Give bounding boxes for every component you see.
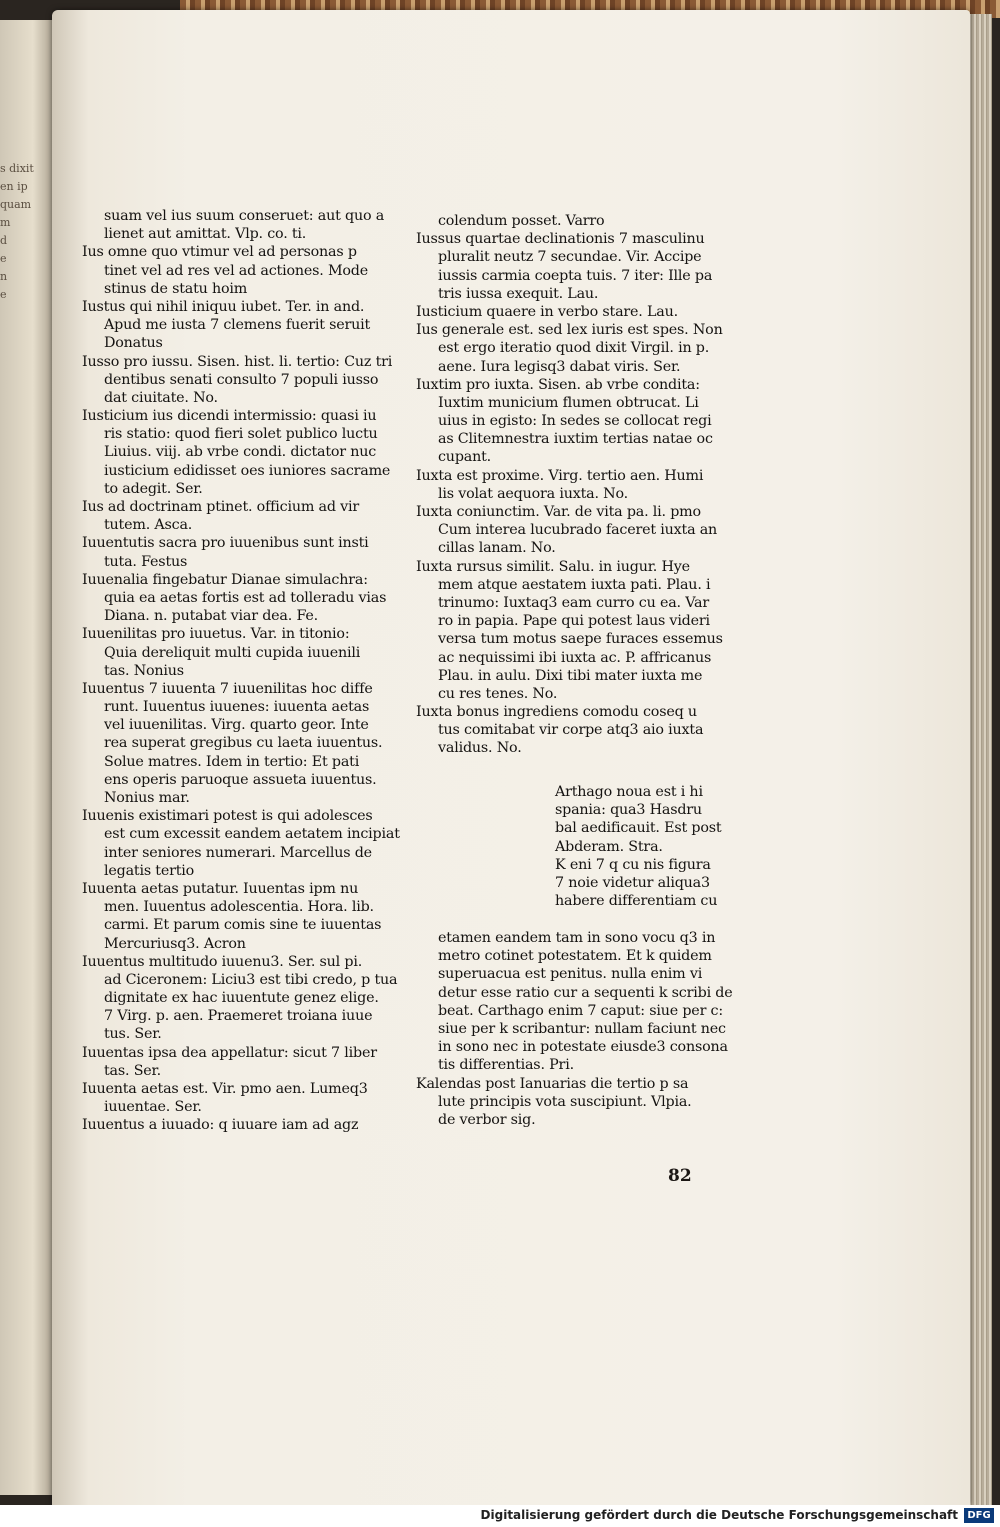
text-line: suam vel ius suum conseruet: aut quo a — [104, 208, 385, 224]
text-line: Ius generale est. sed lex iuris est spes. Non — [416, 322, 723, 339]
text-line: superuacua est penitus. nulla enim vi — [438, 966, 703, 983]
text-line: cupant. — [438, 449, 491, 466]
text-line: bal aedificauit. Est post — [555, 820, 722, 837]
text-line: Iuxta rursus similit. Salu. in iugur. Hye — [416, 558, 690, 575]
text-line: Iuuenalia fingebatur Dianae simulachra: — [82, 571, 368, 588]
text-line: Diana. n. putabat viar dea. Fe. — [104, 608, 318, 625]
text-line: 7 Virg. p. aen. Praemeret troiana iuue — [104, 1008, 373, 1025]
text-line: de verbor sig. — [438, 1111, 536, 1128]
text-line: Abderam. Stra. — [555, 838, 663, 855]
text-line: est ergo iteratio quod dixit Virgil. in p. — [438, 340, 710, 357]
text-line: carmi. Et parum comis sine te iuuentas — [104, 917, 382, 934]
text-line: dat ciuitate. No. — [104, 389, 218, 406]
text-line: lienet aut amittat. Vlp. co. ti. — [104, 226, 307, 243]
text-line: runt. Iuuentus iuuenes: iuuenta aetas — [104, 699, 370, 716]
text-line: K eni 7 q cu nis figura — [555, 856, 711, 873]
text-line: Arthago noua est i hi — [555, 784, 703, 800]
text-line: ens operis paruoque assueta iuuentus. — [104, 771, 377, 788]
text-line: tutem. Asca. — [104, 517, 193, 534]
text-line: Iuuenis existimari potest is qui adolesces — [82, 808, 373, 825]
text-line: ac nequissimi ibi iuxta ac. P. affricanus — [438, 649, 712, 666]
text-line: in sono nec in potestate eiusde3 consona — [438, 1039, 728, 1056]
text-line: inter seniores numerari. Marcellus de — [104, 844, 372, 861]
text-line: etamen eandem tam in sono vocu q3 in — [438, 930, 716, 946]
text-line: detur esse ratio cur a sequenti k scribi de — [438, 984, 733, 1001]
text-line: est cum excessit eandem aetatem incipiat — [104, 826, 400, 843]
text-line: Iusso pro iussu. Sisen. hist. li. tertio: Cuz tri — [82, 353, 393, 370]
text-line: Iuuentus 7 iuuenta 7 iuuenilitas hoc diffe — [82, 680, 373, 697]
right-text-column — [416, 212, 736, 758]
text-line: quia ea aetas fortis est ad tolleradu vias — [104, 589, 387, 606]
text-line: Mercuriusq3. Acron — [104, 935, 246, 952]
facing-page-fragment: s dixit en ip quam m d e n e — [0, 162, 34, 301]
text-line: iuuentae. Ser. — [104, 1099, 202, 1116]
text-line: Iusticium quaere in verbo stare. Lau. — [416, 303, 678, 320]
text-line: Iustus qui nihil iniquu iubet. Ter. in and. — [82, 298, 365, 315]
text-line: Ius omne quo vtimur vel ad personas p — [82, 244, 357, 261]
text-line: siue per k scribantur: nullam faciunt nec — [438, 1020, 726, 1037]
text-line: Iuuenta aetas putatur. Iuuentas ipm nu — [82, 880, 359, 897]
text-line: Iuxta coniunctim. Var. de vita pa. li. pmo — [416, 504, 701, 520]
carthago-entry-continuation — [416, 929, 736, 1129]
text-line: Ius ad doctrinam ptinet. officium ad vir — [82, 499, 360, 515]
text-line: Iuxta est proxime. Virg. tertio aen. Humi — [416, 467, 704, 484]
carthago-entry-narrow — [555, 783, 755, 910]
text-line: Apud me iusta 7 clemens fuerit seruit — [104, 317, 371, 334]
text-line: cu res tenes. No. — [438, 685, 558, 702]
text-line: tuta. Festus — [104, 553, 188, 570]
text-line: tus. Ser. — [104, 1026, 162, 1043]
text-line: ad Ciceronem: Liciu3 est tibi credo, p tua — [104, 971, 398, 988]
text-line: Kalendas post Ianuarias die tertio p sa — [416, 1075, 689, 1092]
text-line: lis volat aequora iuxta. No. — [438, 485, 628, 502]
text-line: Quia dereliquit multi cupida iuuenili — [104, 644, 361, 661]
text-line: as Clitemnestra iuxtim tertias natae oc — [438, 431, 713, 448]
text-line: tus comitabat vir corpe atq3 aio iuxta — [438, 722, 704, 739]
text-line: metro cotinet potestatem. Et k quidem — [438, 948, 712, 965]
text-line: Iuuentutis sacra pro iuuenibus sunt insti — [82, 535, 369, 552]
text-line: trinumo: Iuxtaq3 eam curro cu ea. Var — [438, 594, 709, 611]
text-line: aene. Iura legisq3 dabat viris. Ser. — [438, 358, 681, 375]
text-line: pluralit neutz 7 secundae. Vir. Accipe — [438, 249, 702, 266]
text-line: mem atque aestatem iuxta pati. Plau. i — [438, 576, 711, 593]
dfg-logo: DFG — [964, 1508, 994, 1523]
text-line: Plau. in aulu. Dixi tibi mater iuxta me — [438, 667, 703, 684]
text-line: Donatus — [104, 335, 163, 352]
text-line: habere differentiam cu — [555, 893, 718, 910]
text-line: legatis tertio — [104, 862, 195, 879]
text-line: Iuuentus multitudo iuuenu3. Ser. sul pi. — [82, 953, 363, 970]
text-line: iussis carmia coepta tuis. 7 iter: Ille pa — [438, 267, 713, 284]
text-line: to adegit. Ser. — [104, 480, 203, 497]
text-line: Nonius mar. — [104, 790, 190, 806]
text-line: iusticium edidisset oes iuniores sacrame — [104, 462, 391, 479]
text-line: Iuuentas ipsa dea appellatur: sicut 7 liber — [82, 1044, 377, 1061]
text-line: Liuius. viij. ab vrbe condi. dictator nuc — [104, 444, 377, 461]
text-line: lute principis vota suscipiunt. Vlpia. — [438, 1093, 692, 1110]
facing-page-edge — [0, 20, 60, 1495]
text-line: colendum posset. Varro — [438, 213, 605, 229]
left-text-column — [82, 207, 402, 1135]
text-line: tis differentias. Pri. — [438, 1057, 574, 1074]
text-line: tris iussa exequit. Lau. — [438, 285, 599, 302]
text-line: Iussus quartae declinationis 7 masculinu — [416, 231, 705, 248]
text-line: ro in papia. Pape qui potest laus videri — [438, 613, 710, 630]
text-line: men. Iuuentus adolescentia. Hora. lib. — [104, 899, 374, 916]
text-line: Iuxtim municium flumen obtrucat. Li — [438, 394, 699, 411]
text-line: tas. Ser. — [104, 1062, 161, 1079]
text-line: Iuuentus a iuuado: q iuuare iam ad agz — [82, 1117, 359, 1134]
text-line: stinus de statu hoim — [104, 280, 248, 297]
page-number: 82 — [668, 1166, 692, 1186]
text-line: Iuxta bonus ingrediens comodu coseq u — [416, 704, 697, 721]
text-line: tinet vel ad res vel ad actiones. Mode — [104, 262, 369, 279]
text-line: Cum interea lucubrado faceret iuxta an — [438, 522, 718, 539]
footer-bar — [0, 1505, 1000, 1527]
text-line: Iuuenta aetas est. Vir. pmo aen. Lumeq3 — [82, 1081, 368, 1097]
text-line: dignitate ex hac iuuentute genez elige. — [104, 990, 379, 1007]
text-line: rea superat gregibus cu laeta iuuentus. — [104, 735, 383, 752]
text-line: Iuuenilitas pro iuuetus. Var. in titonio: — [82, 626, 350, 643]
text-line: 7 noie videtur aliqua3 — [555, 874, 710, 891]
text-line: vel iuuenilitas. Virg. quarto geor. Inte — [104, 717, 369, 734]
funding-note: Digitalisierung gefördert durch die Deutsche Forschungsgemeinschaft — [480, 1508, 958, 1522]
text-line: spania: qua3 Hasdru — [555, 802, 702, 819]
text-line: beat. Carthago enim 7 caput: siue per c: — [438, 1002, 723, 1019]
text-line: Solue matres. Idem in tertio: Et pati — [104, 753, 360, 770]
text-line: Iusticium ius dicendi intermissio: quasi iu — [82, 408, 377, 425]
text-line: tas. Nonius — [104, 662, 184, 679]
text-line: versa tum motus saepe furaces essemus — [438, 631, 723, 648]
text-line: uius in egisto: In sedes se collocat regi — [438, 413, 712, 430]
text-line: validus. No. — [438, 740, 522, 757]
text-line: cillas lanam. No. — [438, 540, 556, 557]
text-line: ris statio: quod fieri solet publico luctu — [104, 426, 378, 443]
text-line: Iuxtim pro iuxta. Sisen. ab vrbe condita: — [416, 376, 700, 393]
text-line: dentibus senati consulto 7 populi iusso — [104, 371, 379, 388]
